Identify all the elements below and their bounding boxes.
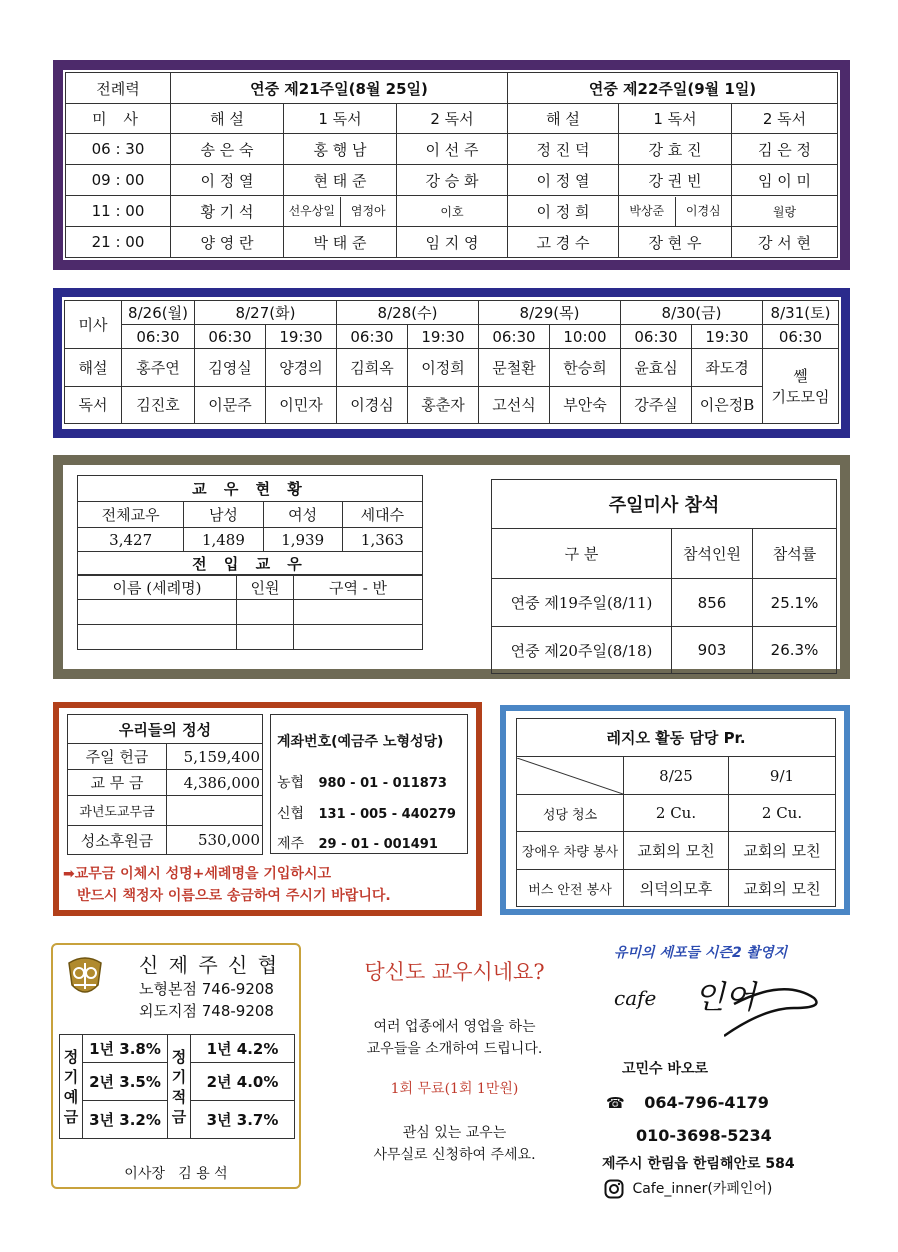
members-h-male: 남성 bbox=[184, 502, 263, 528]
week2-title: 연중 제22주일(9월 1일) bbox=[508, 73, 838, 104]
promo-price: 1회 무료(1회 1만원) bbox=[390, 1081, 519, 1097]
attendance-h-category: 구 분 bbox=[492, 529, 672, 579]
date-0828: 8/28(수) bbox=[337, 301, 479, 325]
reading-4: 이경심 bbox=[337, 386, 408, 423]
time-0630: 06 : 30 bbox=[66, 134, 171, 165]
cafe-ad bbox=[596, 938, 846, 1208]
r3-c6: 월랑 bbox=[732, 196, 838, 227]
saturday-line1: 쎌 bbox=[793, 367, 808, 386]
account-row-1 bbox=[277, 772, 447, 792]
members-title: 교 우 현 황 bbox=[78, 476, 423, 502]
legio-task-1-a: 2 Cu. bbox=[624, 795, 729, 832]
legio-date-2: 9/1 bbox=[729, 757, 836, 795]
attendance-h-rate: 참석률 bbox=[753, 529, 837, 579]
r3-c5a: 박상준 bbox=[619, 197, 676, 226]
promo-line-1: 여러 업종에서 영업을 하는 bbox=[373, 1019, 536, 1035]
saturday-line2: 기도모임 bbox=[771, 388, 830, 407]
savings-label: 정 기 적 금 bbox=[168, 1035, 191, 1139]
new-h-count: 인원 bbox=[237, 575, 294, 600]
cafe-phone-2: 010-3698-5234 bbox=[636, 1126, 772, 1145]
members-households: 1,363 bbox=[342, 528, 422, 552]
commentary-3: 양경의 bbox=[266, 349, 337, 386]
r4-c1: 양 영 란 bbox=[171, 227, 284, 258]
promo-block bbox=[312, 950, 597, 1180]
account-row-2 bbox=[277, 803, 456, 823]
reading-7: 부안숙 bbox=[550, 386, 621, 423]
account-number-2: 131 - 005 - 440279 bbox=[318, 807, 456, 822]
time-0830-pm: 19:30 bbox=[692, 325, 763, 349]
attendance-r2-count: 903 bbox=[672, 627, 753, 674]
cafe-logo-word: cafe bbox=[614, 986, 657, 1010]
reading-5: 홍춘자 bbox=[408, 386, 479, 423]
transfer-note-line2: 반드시 책정자 이름으로 송금하여 주시기 바랍니다. bbox=[77, 888, 391, 904]
reading-6: 고선식 bbox=[479, 386, 550, 423]
cafe-insta-row bbox=[604, 1178, 772, 1199]
account-number-1: 980 - 01 - 011873 bbox=[318, 776, 447, 791]
r3-c2 bbox=[284, 196, 397, 227]
attendance-table bbox=[491, 479, 837, 674]
attendance-h-count: 참석인원 bbox=[672, 529, 753, 579]
sunday-liturgy-section bbox=[53, 60, 850, 270]
r2-c5: 강 권 빈 bbox=[619, 165, 732, 196]
credit-union-logo-icon bbox=[65, 955, 105, 999]
legio-section bbox=[500, 705, 850, 915]
transfer-note bbox=[63, 863, 391, 907]
col-commentary-1: 해 설 bbox=[171, 104, 284, 134]
r2-c6: 임 이 미 bbox=[732, 165, 838, 196]
members-female: 1,939 bbox=[263, 528, 342, 552]
offering-label-3: 과년도교무금 bbox=[68, 796, 167, 826]
members-section bbox=[53, 455, 850, 679]
reading-8: 강주실 bbox=[621, 386, 692, 423]
diagonal-line-icon bbox=[517, 758, 623, 794]
commentary-6: 문철환 bbox=[479, 349, 550, 386]
date-0829: 8/29(목) bbox=[479, 301, 621, 325]
commentary-4: 김희옥 bbox=[337, 349, 408, 386]
date-0826: 8/26(월) bbox=[122, 301, 195, 325]
attendance-r2-label: 연중 제20주일(8/18) bbox=[492, 627, 672, 674]
saturday-cell bbox=[763, 349, 839, 424]
legio-title: 레지오 활동 담당 Pr. bbox=[517, 719, 836, 757]
cafe-address: 제주시 한림읍 한림해안로 584 bbox=[602, 1156, 795, 1172]
cafe-logo-script: 인어 bbox=[694, 978, 756, 1016]
account-box bbox=[270, 714, 468, 854]
r3-c2a: 선우상일 bbox=[284, 197, 341, 226]
r4-c3: 임 지 영 bbox=[397, 227, 508, 258]
new-h-name: 이름 (세례명) bbox=[78, 575, 237, 600]
time-0829-am: 06:30 bbox=[479, 325, 550, 349]
time-0830-am: 06:30 bbox=[621, 325, 692, 349]
new-members-title: 전 입 교 우 bbox=[78, 552, 423, 576]
r1-c4: 정 진 덕 bbox=[508, 134, 619, 165]
account-bank-1: 농협 bbox=[277, 775, 305, 791]
cafe-logo-swash-icon bbox=[724, 978, 844, 1038]
members-male: 1,489 bbox=[184, 528, 263, 552]
legio-date-1: 8/25 bbox=[624, 757, 729, 795]
date-0831: 8/31(토) bbox=[763, 301, 839, 325]
legio-diagonal-cell bbox=[517, 757, 624, 795]
reading-1: 김진호 bbox=[122, 386, 195, 423]
credit-union-name: 신 제 주 신 협 bbox=[139, 953, 280, 977]
legio-task-3-a: 의덕의모후 bbox=[624, 870, 729, 907]
time-0828-pm: 19:30 bbox=[408, 325, 479, 349]
transfer-note-line1: ➡교무금 이체시 성명+세례명을 기입하시고 bbox=[63, 866, 331, 882]
promo-title: 당신도 교우시네요? bbox=[364, 960, 545, 984]
sunday-liturgy-table bbox=[65, 72, 838, 258]
offering-section bbox=[53, 702, 482, 916]
r1-c5: 강 효 진 bbox=[619, 134, 732, 165]
legio-task-1-b: 2 Cu. bbox=[729, 795, 836, 832]
reading-2: 이문주 bbox=[195, 386, 266, 423]
attendance-r2-rate: 26.3% bbox=[753, 627, 837, 674]
col-reading2-1: 2 독서 bbox=[397, 104, 508, 134]
attendance-r1-label: 연중 제19주일(8/11) bbox=[492, 579, 672, 627]
r2-c3: 강 승 화 bbox=[397, 165, 508, 196]
attendance-title: 주일미사 참석 bbox=[492, 480, 837, 529]
offering-label-4: 성소후원금 bbox=[68, 826, 167, 855]
account-title: 계좌번호(예금주 노형성당) bbox=[277, 734, 444, 750]
r2-c1: 이 정 열 bbox=[171, 165, 284, 196]
col-commentary-2: 해 설 bbox=[508, 104, 619, 134]
credit-union-branch-1: 노형본점 746-9208 bbox=[139, 980, 274, 998]
legio-task-3: 버스 안전 봉사 bbox=[517, 870, 624, 907]
promo-line-2: 교우들을 소개하여 드립니다. bbox=[366, 1041, 543, 1057]
commentary-8: 윤효심 bbox=[621, 349, 692, 386]
deposit-label: 정 기 예 금 bbox=[60, 1035, 83, 1139]
new-row-2 bbox=[78, 625, 237, 650]
cafe-logo bbox=[614, 972, 844, 1042]
offering-label-1: 주일 헌금 bbox=[68, 744, 167, 770]
time-1100: 11 : 00 bbox=[66, 196, 171, 227]
weekday-reading-label: 독서 bbox=[65, 386, 122, 423]
members-total: 3,427 bbox=[78, 528, 184, 552]
r3-c4: 이 정 희 bbox=[508, 196, 619, 227]
legio-task-2-b: 교회의 모친 bbox=[729, 832, 836, 870]
promo-line-4: 사무실로 신청하여 주세요. bbox=[373, 1147, 536, 1163]
instagram-icon bbox=[604, 1179, 624, 1199]
offering-title: 우리들의 정성 bbox=[68, 715, 263, 744]
cafe-phone-1-row bbox=[606, 1093, 769, 1112]
savings-rate-2: 2년 4.0% bbox=[191, 1063, 295, 1101]
time-0828-am: 06:30 bbox=[337, 325, 408, 349]
commentary-9: 좌도경 bbox=[692, 349, 763, 386]
r3-c3: 이호 bbox=[397, 196, 508, 227]
legio-table bbox=[516, 718, 836, 907]
account-bank-3: 제주 bbox=[277, 836, 305, 852]
r3-c1: 황 기 석 bbox=[171, 196, 284, 227]
time-0827-am: 06:30 bbox=[195, 325, 266, 349]
weekday-mass-section bbox=[53, 288, 850, 438]
legio-task-2-a: 교회의 모친 bbox=[624, 832, 729, 870]
offering-value-3 bbox=[167, 796, 263, 826]
commentary-2: 김영실 bbox=[195, 349, 266, 386]
commentary-1: 홍주연 bbox=[122, 349, 195, 386]
attendance-r1-count: 856 bbox=[672, 579, 753, 627]
r2-c4: 이 정 열 bbox=[508, 165, 619, 196]
reading-9: 이은정B bbox=[692, 386, 763, 423]
savings-rate-1: 1년 4.2% bbox=[191, 1035, 295, 1063]
attendance-panel bbox=[478, 465, 840, 669]
col-reading1-1: 1 독서 bbox=[284, 104, 397, 134]
members-table bbox=[77, 475, 423, 576]
commentary-5: 이정희 bbox=[408, 349, 479, 386]
new-members-table bbox=[77, 574, 423, 650]
weekday-mass-table bbox=[64, 300, 839, 424]
deposit-rate-1: 1년 3.8% bbox=[83, 1035, 168, 1063]
date-0827: 8/27(화) bbox=[195, 301, 337, 325]
account-row-3 bbox=[277, 833, 438, 853]
col-reading1-2: 1 독서 bbox=[619, 104, 732, 134]
r4-c4: 고 경 수 bbox=[508, 227, 619, 258]
phone-icon: ☎ bbox=[606, 1094, 625, 1112]
deposit-rates-table bbox=[59, 1034, 295, 1139]
weekday-commentary-label: 해설 bbox=[65, 349, 122, 386]
commentary-7: 한승희 bbox=[550, 349, 621, 386]
cafe-owner: 고민수 바오로 bbox=[622, 1061, 709, 1077]
r1-c6: 김 은 정 bbox=[732, 134, 838, 165]
r3-c2b: 염정아 bbox=[350, 203, 386, 218]
legio-task-2: 장애우 차량 봉사 bbox=[517, 832, 624, 870]
weekday-mass-label: 미사 bbox=[65, 301, 122, 349]
offering-table bbox=[67, 714, 263, 855]
attendance-r1-rate: 25.1% bbox=[753, 579, 837, 627]
date-0830: 8/30(금) bbox=[621, 301, 763, 325]
new-row-1 bbox=[78, 600, 237, 625]
members-panel bbox=[63, 465, 467, 669]
savings-rate-3: 3년 3.7% bbox=[191, 1101, 295, 1139]
r1-c2: 홍 행 남 bbox=[284, 134, 397, 165]
r3-c5 bbox=[619, 196, 732, 227]
offering-label-2: 교 무 금 bbox=[68, 770, 167, 796]
new-h-district: 구역 - 반 bbox=[294, 575, 423, 600]
time-0826: 06:30 bbox=[122, 325, 195, 349]
time-0827-pm: 19:30 bbox=[266, 325, 337, 349]
legio-task-3-b: 교회의 모친 bbox=[729, 870, 836, 907]
time-0900: 09 : 00 bbox=[66, 165, 171, 196]
deposit-rate-3: 3년 3.2% bbox=[83, 1101, 168, 1139]
r2-c2: 현 태 준 bbox=[284, 165, 397, 196]
r4-c6: 강 서 현 bbox=[732, 227, 838, 258]
credit-union-chair: 이사장 김 용 석 bbox=[124, 1166, 228, 1182]
week1-title: 연중 제21주일(8월 25일) bbox=[171, 73, 508, 104]
legio-task-1: 성당 청소 bbox=[517, 795, 624, 832]
liturgy-header: 전례력 bbox=[66, 73, 171, 104]
promo-line-3: 관심 있는 교우는 bbox=[402, 1125, 507, 1141]
cafe-tagline: 유미의 세포들 시즌2 촬영지 bbox=[614, 945, 788, 961]
credit-union-ad bbox=[51, 943, 301, 1189]
members-h-total: 전체교우 bbox=[78, 502, 184, 528]
col-reading2-2: 2 독서 bbox=[732, 104, 838, 134]
account-bank-2: 신협 bbox=[277, 806, 305, 822]
time-0831: 06:30 bbox=[763, 325, 839, 349]
offering-value-4: 530,000 bbox=[167, 826, 263, 855]
offering-value-1: 5,159,400 bbox=[167, 744, 263, 770]
cafe-phone-1: 064-796-4179 bbox=[644, 1093, 769, 1112]
deposit-rate-2: 2년 3.5% bbox=[83, 1063, 168, 1101]
cafe-instagram: Cafe_inner(카페인어) bbox=[632, 1181, 773, 1197]
r1-c3: 이 선 주 bbox=[397, 134, 508, 165]
account-number-3: 29 - 01 - 001491 bbox=[318, 837, 438, 852]
r3-c5b: 이경심 bbox=[685, 203, 721, 218]
time-0829-mid: 10:00 bbox=[550, 325, 621, 349]
r4-c2: 박 태 준 bbox=[284, 227, 397, 258]
r1-c1: 송 은 숙 bbox=[171, 134, 284, 165]
reading-3: 이민자 bbox=[266, 386, 337, 423]
members-h-female: 여성 bbox=[263, 502, 342, 528]
members-h-households: 세대수 bbox=[342, 502, 422, 528]
r4-c5: 장 현 우 bbox=[619, 227, 732, 258]
time-2100: 21 : 00 bbox=[66, 227, 171, 258]
mass-label: 미 사 bbox=[66, 104, 171, 134]
offering-value-2: 4,386,000 bbox=[167, 770, 263, 796]
credit-union-branch-2: 외도지점 748-9208 bbox=[139, 1002, 274, 1020]
